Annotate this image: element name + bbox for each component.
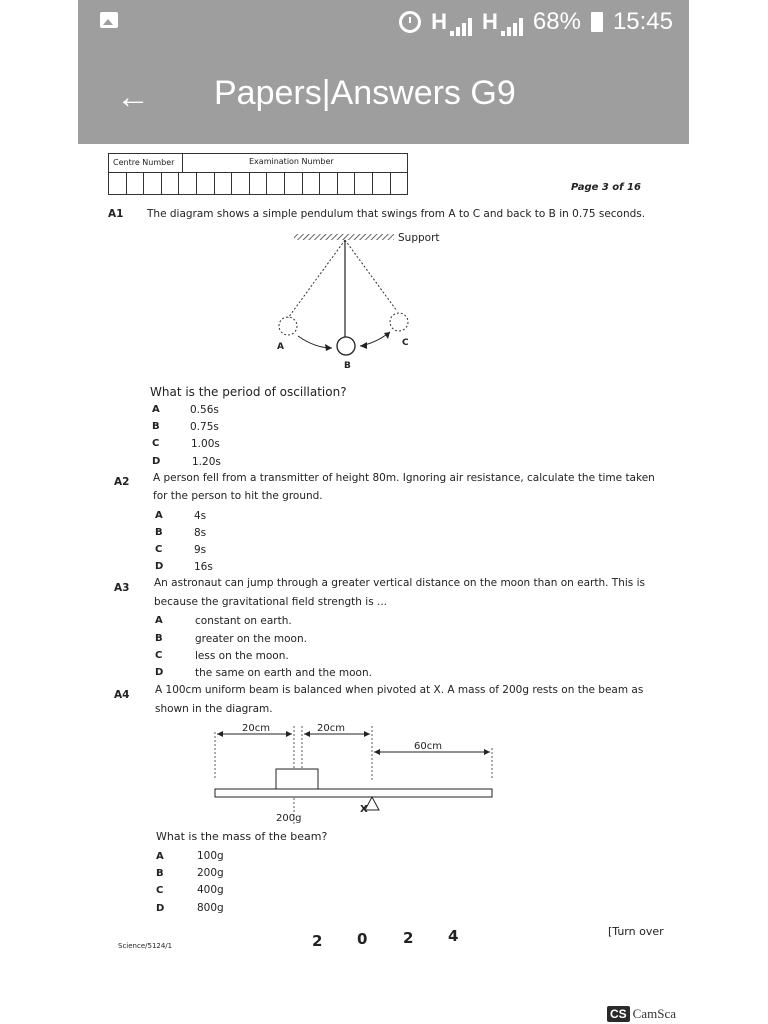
uniform-beam xyxy=(215,789,492,797)
option-letter: D xyxy=(155,667,164,678)
signal-bars-icon xyxy=(501,18,523,36)
candidate-number-table xyxy=(108,153,408,195)
question-text: A 100cm uniform beam is balanced when pivoted at X. A mass of 200g rests on the beam as xyxy=(155,684,644,696)
exam-page xyxy=(0,144,768,1024)
option-letter: A xyxy=(155,615,163,626)
footer-number: 0 xyxy=(357,930,368,948)
option-letter: A xyxy=(155,510,163,521)
battery-percent: 68% xyxy=(532,8,581,35)
option-letter: B xyxy=(155,527,163,538)
option-value: less on the moon. xyxy=(195,650,289,662)
examination-number-label: Examination Number xyxy=(249,157,334,166)
option-value: 9s xyxy=(194,544,207,556)
support-beam xyxy=(294,234,394,240)
dimension-label: 60cm xyxy=(414,741,442,752)
mass-label: 200g xyxy=(276,813,302,824)
signal-2-label: H xyxy=(482,9,499,34)
centre-number-label: Centre Number xyxy=(113,158,175,167)
gallery-notification-icon xyxy=(100,12,118,28)
battery-icon xyxy=(591,12,603,32)
dimension-label: 20cm xyxy=(317,723,345,734)
camscanner-watermark xyxy=(607,1006,676,1022)
question-text: An astronaut can jump through a greater vertical distance on the moon than on earth. This is xyxy=(154,577,645,589)
mass-block xyxy=(276,769,318,789)
bob-position-a xyxy=(279,317,297,335)
footer-number: 4 xyxy=(448,927,459,945)
bob-position-c xyxy=(390,313,408,331)
question-text: A person fell from a transmitter of height 80m. Ignoring air resistance, calculate the time taken xyxy=(153,472,655,484)
option-value: 100g xyxy=(197,850,224,862)
signal-bars-icon xyxy=(450,18,472,36)
page-number: Page 3 of 16 xyxy=(571,182,641,193)
option-value: 1.00s xyxy=(191,438,220,450)
back-arrow-icon[interactable]: ← xyxy=(116,78,150,116)
option-letter: D xyxy=(152,456,161,467)
option-letter: D xyxy=(155,561,164,572)
pendulum-string-right xyxy=(345,240,397,311)
option-value: greater on the moon. xyxy=(195,633,307,645)
pendulum-bob xyxy=(337,337,355,355)
page-title: Papers|Answers G9 xyxy=(214,74,516,112)
option-value: the same on earth and the moon. xyxy=(195,667,372,679)
option-value: 800g xyxy=(197,902,224,914)
camscanner-logo-icon: CS xyxy=(607,1006,630,1022)
option-letter: B xyxy=(155,633,163,644)
option-letter: C xyxy=(155,650,163,661)
option-value: 8s xyxy=(194,527,207,539)
question-prompt: What is the mass of the beam? xyxy=(156,830,328,843)
question-number: A1 xyxy=(108,208,124,220)
footer-number: 2 xyxy=(312,932,323,950)
pendulum-diagram xyxy=(260,226,460,376)
option-letter: A xyxy=(152,404,160,415)
status-bar xyxy=(78,0,689,44)
alarm-icon xyxy=(399,11,421,33)
watermark-text: CamSca xyxy=(632,1006,676,1021)
question-number: A2 xyxy=(114,476,130,488)
footer-number: 2 xyxy=(403,929,414,947)
signal-1 xyxy=(431,8,472,36)
point-b-label: B xyxy=(344,361,351,371)
support-label: Support xyxy=(398,232,440,244)
dimension-label: 20cm xyxy=(242,723,270,734)
number-cells xyxy=(109,173,407,194)
option-value: 200g xyxy=(197,867,224,879)
option-value: constant on earth. xyxy=(195,615,292,627)
pendulum-string-left xyxy=(288,240,345,318)
option-letter: B xyxy=(152,421,160,432)
option-letter: C xyxy=(155,544,163,555)
option-value: 1.20s xyxy=(192,456,221,468)
clock: 15:45 xyxy=(612,8,673,35)
paper-code: Science/5124/1 xyxy=(118,942,173,950)
beam-diagram xyxy=(205,720,505,826)
option-value: 0.56s xyxy=(190,404,219,416)
option-value: 0.75s xyxy=(190,421,219,433)
question-number: A3 xyxy=(114,582,130,594)
app-bar xyxy=(78,0,689,144)
option-letter: C xyxy=(156,885,164,896)
table-divider xyxy=(182,154,183,172)
question-text: for the person to hit the ground. xyxy=(153,490,323,502)
signal-1-label: H xyxy=(431,9,448,34)
point-c-label: C xyxy=(402,338,409,348)
question-text: because the gravitational field strength is ... xyxy=(154,596,388,608)
option-letter: A xyxy=(156,851,164,862)
turn-over-note: [Turn over xyxy=(608,925,664,938)
question-number: A4 xyxy=(114,689,130,701)
pivot-label: X xyxy=(360,804,368,815)
option-value: 16s xyxy=(194,561,213,573)
signal-2 xyxy=(482,8,523,36)
point-a-label: A xyxy=(277,342,284,352)
option-letter: D xyxy=(156,903,165,914)
question-text: The diagram shows a simple pendulum that swings from A to C and back to B in 0.75 seconds. xyxy=(147,208,646,220)
option-value: 400g xyxy=(197,884,224,896)
option-value: 4s xyxy=(194,510,207,522)
question-text: shown in the diagram. xyxy=(155,703,273,715)
option-letter: B xyxy=(156,868,164,879)
question-prompt: What is the period of oscillation? xyxy=(150,385,347,399)
option-letter: C xyxy=(152,438,160,449)
